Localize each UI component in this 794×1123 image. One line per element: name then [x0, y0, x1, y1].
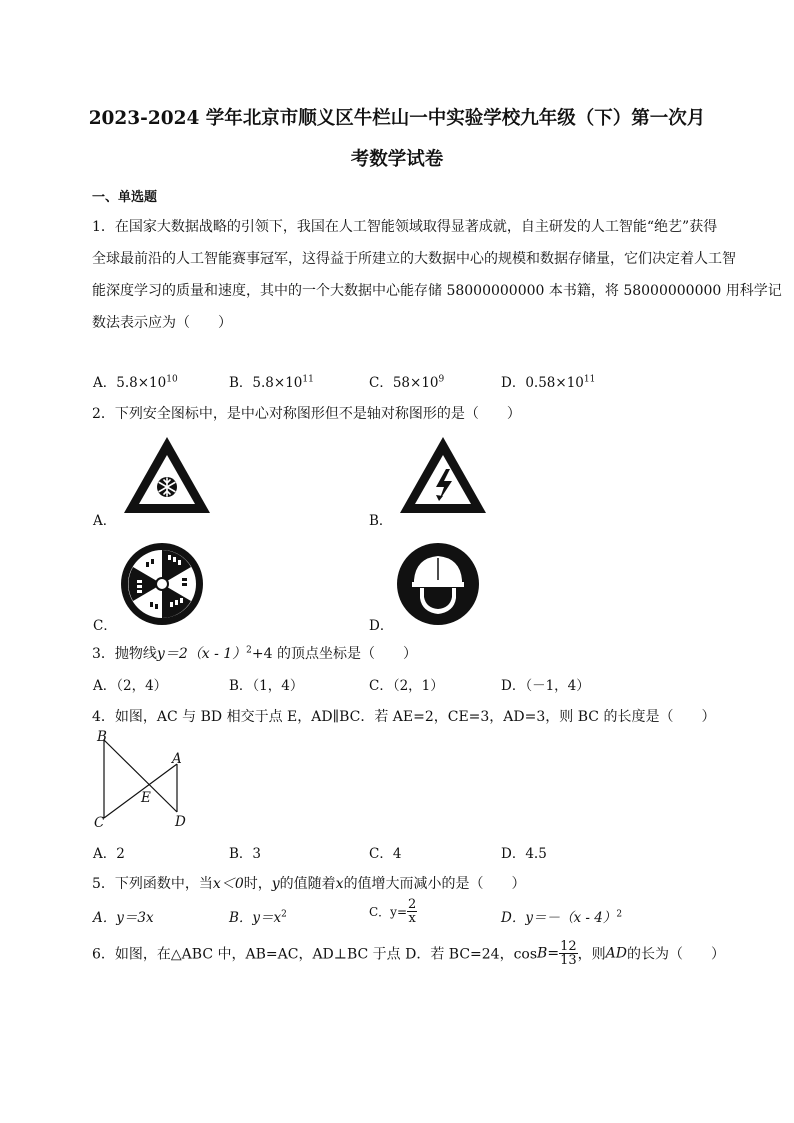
q4-figure-label-d: D [175, 814, 186, 830]
q5-option-b: B．$y=x^2$ [229, 909, 287, 926]
q3-option-d: D．（－1，4） [501, 678, 590, 694]
q3-option-a: A．（2，4） [93, 678, 168, 694]
q1-option-d: D．$0.58\times 10^{11}$ [501, 374, 596, 391]
q3-stem: 3．抛物线y＝2（x - 1）$^2$+4 的顶点坐标是（ ） [92, 645, 417, 662]
q4-option-b: B．3 [229, 846, 262, 862]
q2-option-a-label: A． [93, 513, 117, 529]
q2-option-c-label: C． [93, 618, 117, 634]
q2-option-b-label: B． [369, 513, 393, 529]
high-voltage-warning-icon [396, 433, 490, 517]
q1-line1: 1．在国家大数据战略的引领下，我国在人工智能领域取得显著成就，自主研发的人工智能“绝艺”获得 [92, 219, 718, 235]
q1-option-c: C．$58\times 10^9$ [369, 374, 445, 391]
q5-option-d: D．y＝－（x - 4）$^2$ [501, 909, 623, 926]
q6-stem: 6．如图，在△ABC 中，AB=AC，AD⊥BC 于点 D．若 BC=24，cosB= $\frac{12}{13}$ ，则AD的长为（ ） [92, 939, 725, 968]
q5-stem: 5．下列函数中，当x＜0时，y的值随着x的值增大而减小的是（ ） [92, 876, 526, 892]
q4-option-a: A．2 [93, 846, 125, 862]
helmet-icon [396, 542, 480, 626]
q1-line4: 数法表示应为（ ） [92, 315, 232, 331]
q4-figure-label-b: B [97, 729, 107, 745]
q4-figure-label-e: E [141, 790, 151, 806]
q4-figure-label-c: C [94, 815, 105, 831]
q4-stem: 4．如图，AC 与 BD 相交于点 E，AD∥BC．若 AE=2，CE=3，AD=3，则 BC 的长度是（ ） [92, 709, 716, 725]
q5-option-a: A．y＝3x [93, 910, 154, 926]
q1-line3: 能深度学习的质量和速度，其中的一个大数据中心能存储 58000000000 本书籍，将 58000000000 用科学记 [92, 283, 782, 299]
q2-stem: 2．下列安全图标中，是中心对称图形但不是轴对称图形的是（ ） [92, 406, 521, 422]
fan-icon [120, 542, 204, 626]
page-title-line1: 2023-2024 学年北京市顺义区牛栏山一中实验学校九年级（下）第一次月 [88, 108, 706, 129]
q3-option-b: B．（1，4） [229, 678, 304, 694]
q4-figure-label-a: A [172, 751, 182, 767]
q3-option-c: C．（2，1） [369, 678, 444, 694]
page-title-line2: 考数学试卷 [350, 149, 444, 170]
q4-option-c: C．4 [369, 846, 402, 862]
q1-line2: 全球最前沿的人工智能赛事冠军，这得益于所建立的大数据中心的规模和数据存储量，它们决定着人工智 [92, 251, 736, 267]
snowflake-warning-icon [120, 433, 214, 517]
q5-option-c: C．y= $\frac{2}{x}$ [369, 897, 417, 926]
q4-option-d: D．4.5 [501, 846, 547, 862]
q1-option-b: B．$5.8\times 10^{11}$ [229, 374, 314, 391]
section-heading: 一、单选题 [92, 190, 158, 205]
q2-option-d-label: D． [369, 618, 394, 634]
q1-option-a: A．$5.8\times 10^{10}$ [93, 374, 178, 391]
